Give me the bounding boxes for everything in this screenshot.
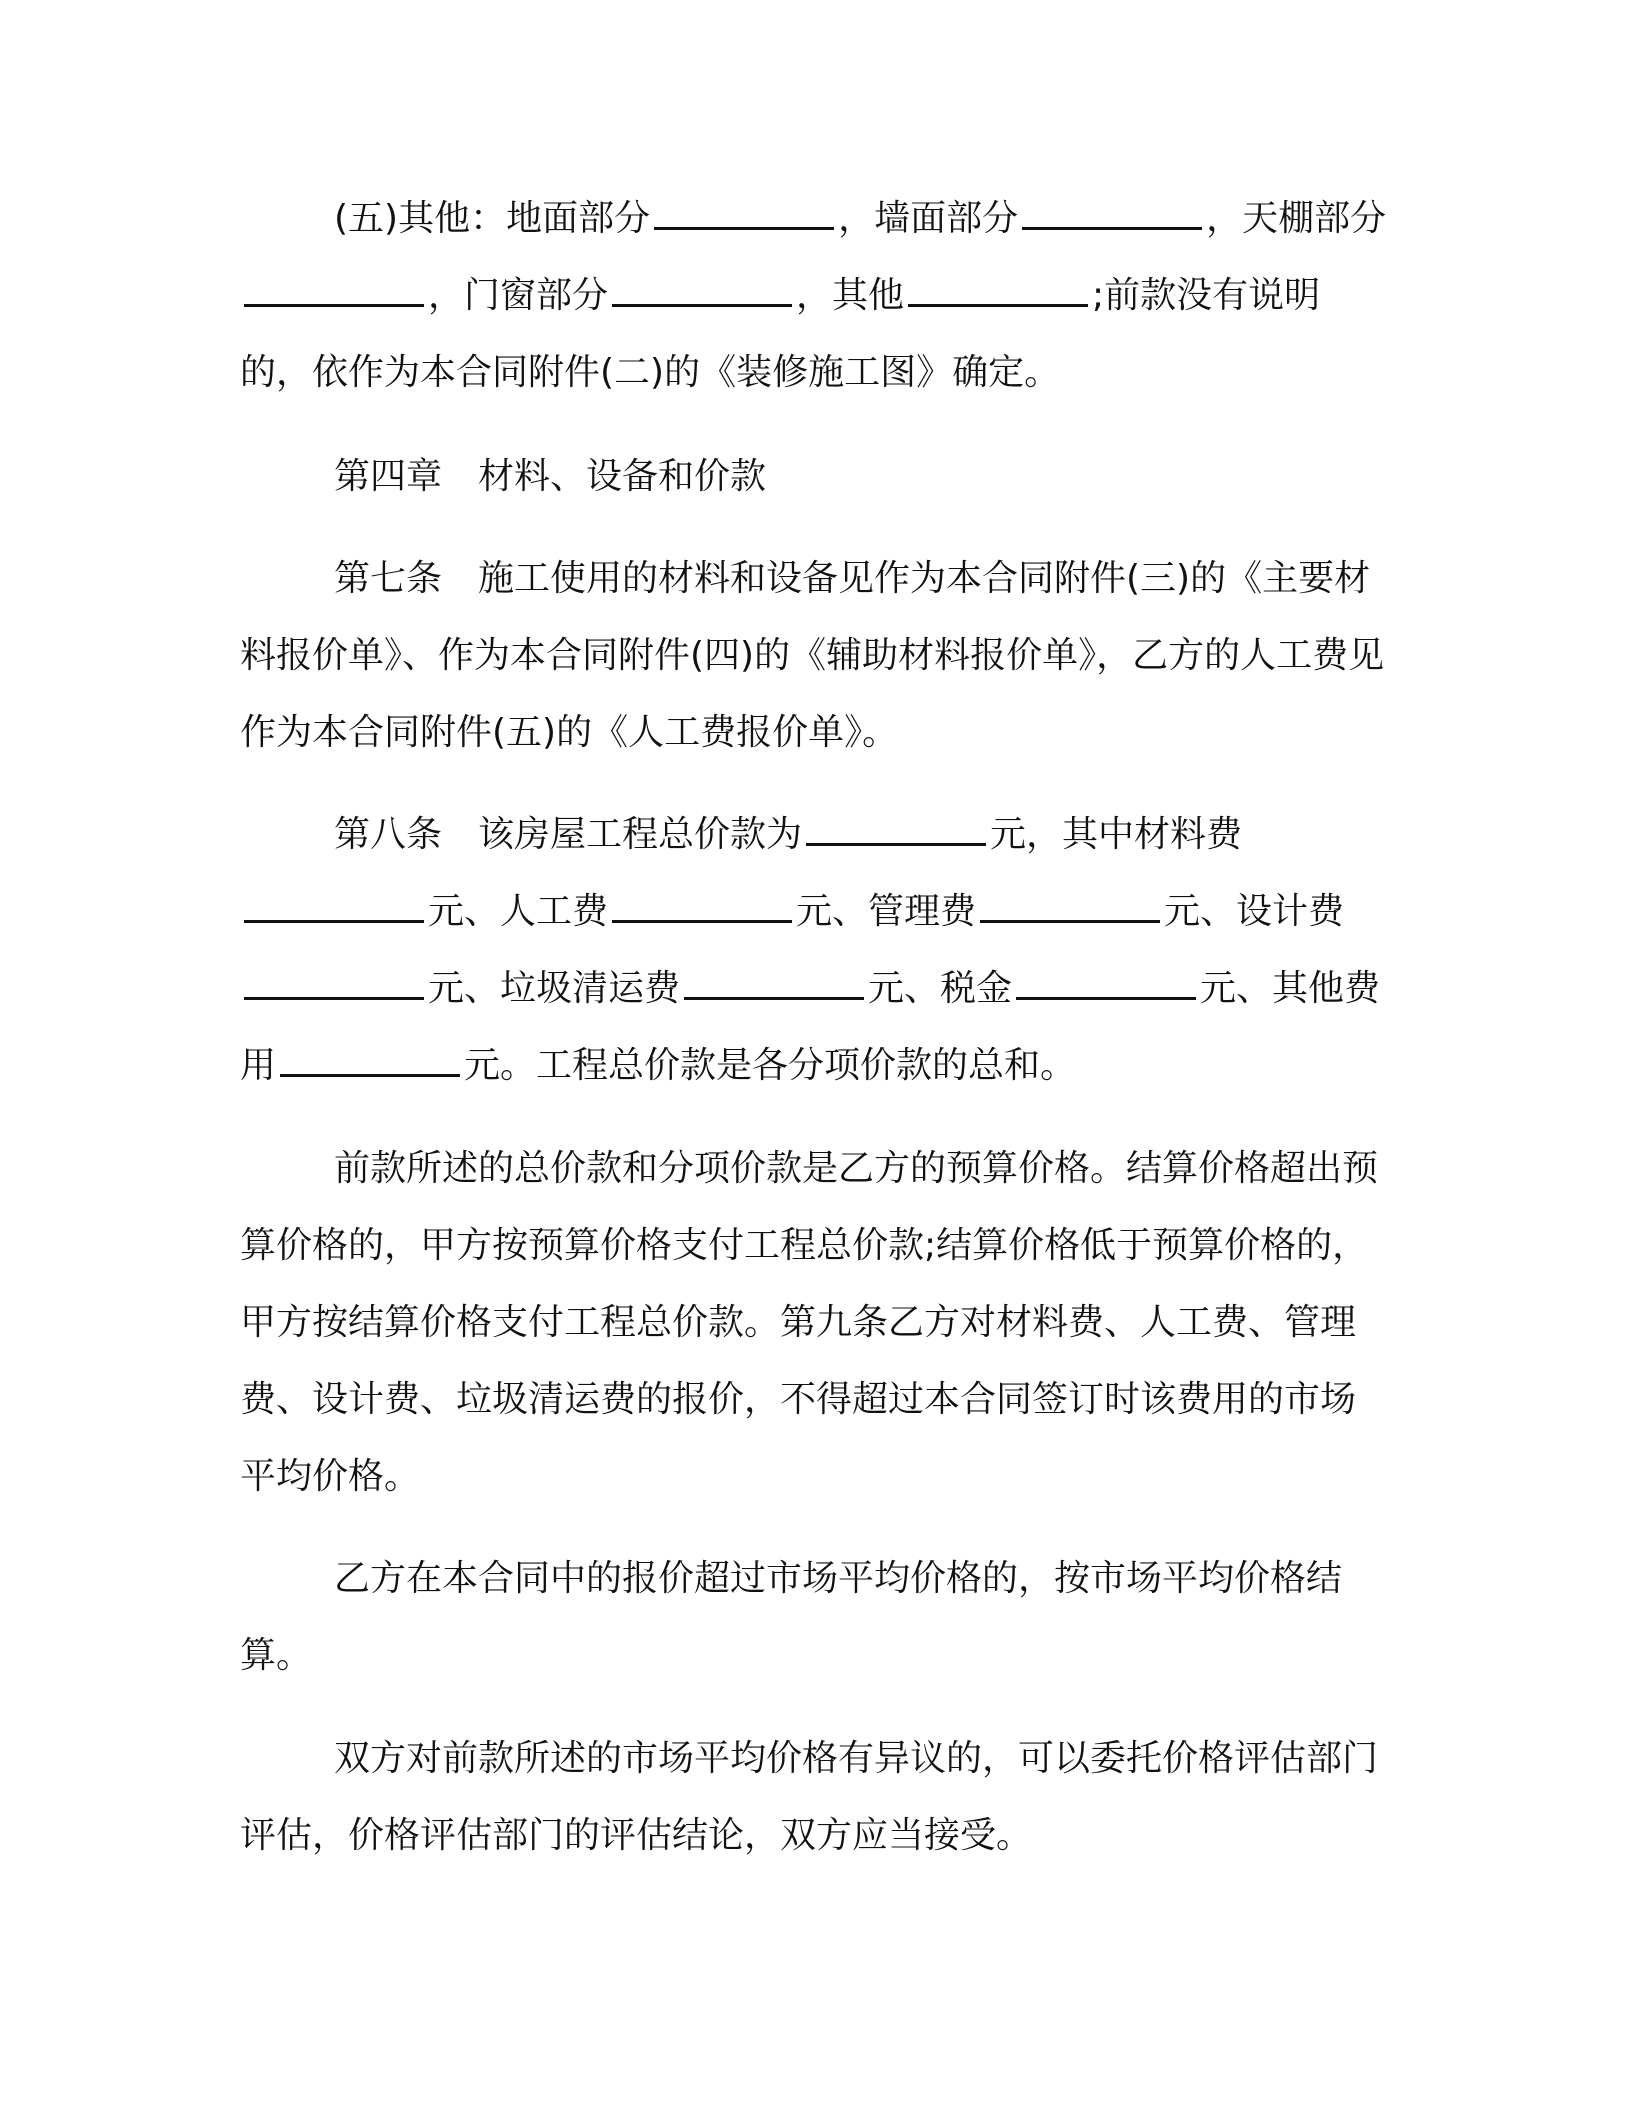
blank-line[interactable] [1016, 967, 1196, 1000]
dispute-paragraph: 双方对前款所述的市场平均价格有异议的，可以委托价格评估部门评估，价格评估部门的评估结论，双方应当接受。 [240, 1738, 1379, 1856]
blank-line[interactable] [612, 274, 792, 307]
market-price-paragraph: 乙方在本合同中的报价超过市场平均价格的，按市场平均价格结算。 [240, 1558, 1343, 1676]
blank-line[interactable] [654, 197, 834, 230]
blank-line[interactable] [280, 1044, 460, 1077]
chapter-four-heading: 第四章 材料、设备和价款 [334, 456, 767, 497]
blank-line[interactable] [684, 967, 864, 1000]
blank-line[interactable] [908, 274, 1088, 307]
blank-line[interactable] [244, 967, 424, 1000]
blank-line[interactable] [612, 890, 792, 923]
article-eight: 第八条 该房屋工程总价款为 元，其中材料费元、人工费 元、管理费 元、设计费元、垃圾清运费 元、税金 元、其他费用 元。工程总价款是各分项价款的总和。 [240, 814, 1381, 1086]
blank-line[interactable] [244, 890, 424, 923]
price-settlement-paragraph: 前款所述的总价款和分项价款是乙方的预算价格。结算价格超出预算价格的，甲方按预算价格支付工程总价款;结算价格低于预算价格的，甲方按结算价格支付工程总价款。第九条乙方对材料费、人工费、管理费、设计费、垃圾清运费的报价，不得超过本合同签订时该费用的市场平均价格。 [240, 1148, 1379, 1497]
blank-line[interactable] [980, 890, 1160, 923]
blank-line[interactable] [806, 813, 986, 846]
blank-line[interactable] [1022, 197, 1202, 230]
article-seven: 第七条 施工使用的材料和设备见作为本合同附件(三)的《主要材料报价单》、作为本合同附件(四)的《辅助材料报价单》，乙方的人工费见作为本合同附件(五)的《人工费报价单》。 [240, 558, 1385, 753]
blank-line[interactable] [244, 274, 424, 307]
paragraph-other-parts: (五)其他：地面部分 ，墙面部分 ，天棚部分，门窗部分 ，其他 ;前款没有说明的，依作为本合同附件(二)的《装修施工图》确定。 [240, 198, 1387, 393]
